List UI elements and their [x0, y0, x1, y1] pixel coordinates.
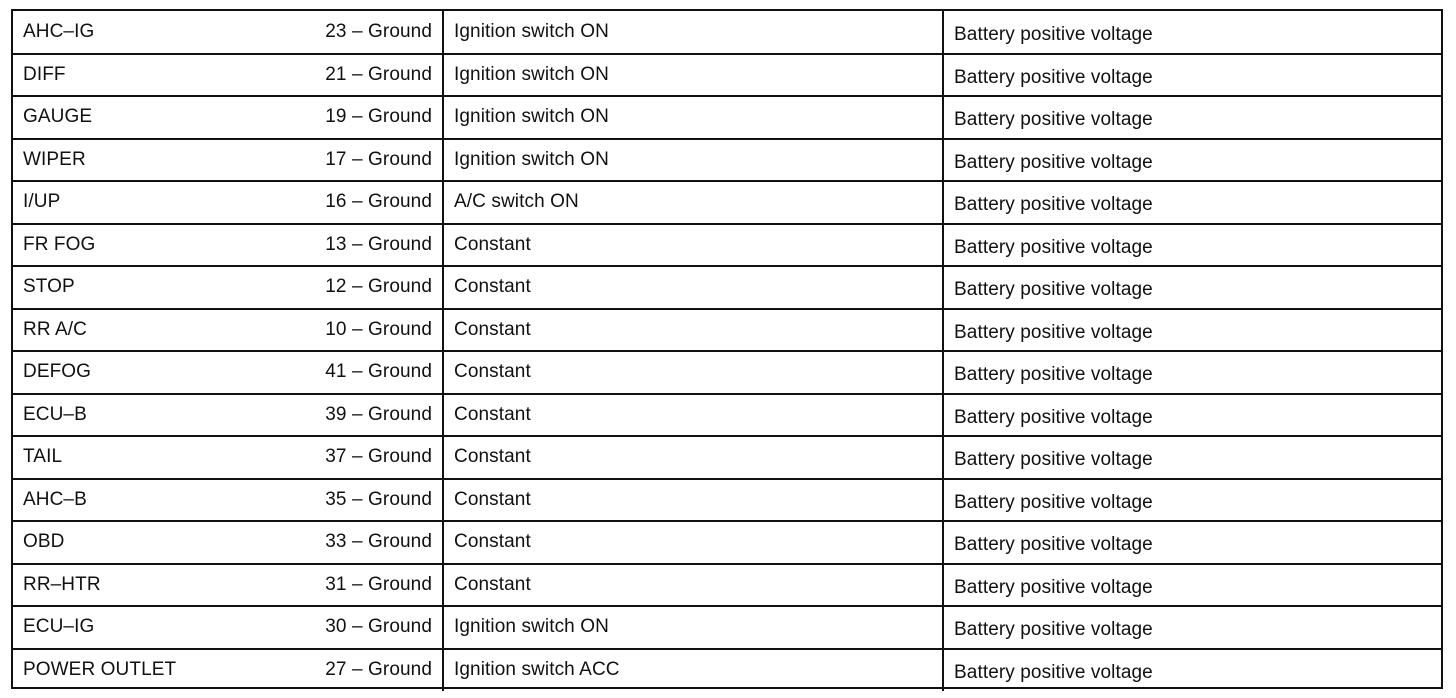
- table-row: [13, 436, 1441, 479]
- condition-cell: Ignition switch ACC: [443, 649, 943, 692]
- fuse-name-cell: AHC–IG: [13, 11, 293, 54]
- fuse-name-cell: TAIL: [13, 436, 293, 479]
- condition-cell: Ignition switch ON: [443, 54, 943, 97]
- condition-cell: Ignition switch ON: [443, 606, 943, 649]
- table-row: [13, 96, 1441, 139]
- condition-cell: Constant: [443, 479, 943, 522]
- voltage-spec-table: [11, 9, 1443, 689]
- condition-cell: Constant: [443, 309, 943, 352]
- fuse-name-cell: ECU–IG: [13, 606, 293, 649]
- specified-condition-cell: Battery positive voltage: [943, 96, 1441, 139]
- terminal-cell: 16 – Ground: [293, 181, 443, 224]
- fuse-name-cell: FR FOG: [13, 224, 293, 267]
- fuse-name-cell: STOP: [13, 266, 293, 309]
- condition-cell: Constant: [443, 436, 943, 479]
- table-row: [13, 181, 1441, 224]
- fuse-name-cell: POWER OUTLET: [23, 659, 177, 681]
- fuse-name-cell: AHC–B: [13, 479, 293, 522]
- condition-cell: Constant: [443, 266, 943, 309]
- terminal-cell: 39 – Ground: [293, 394, 443, 437]
- table-row: [13, 394, 1441, 437]
- fuse-name-cell: GAUGE: [13, 96, 293, 139]
- table-row: [13, 139, 1441, 182]
- condition-cell: Constant: [443, 351, 943, 394]
- table-row: [13, 564, 1441, 607]
- table-row: [13, 521, 1441, 564]
- fuse-name-cell: RR A/C: [13, 309, 293, 352]
- table-row: [13, 224, 1441, 267]
- specified-condition-cell: Battery positive voltage: [943, 394, 1441, 437]
- fuse-name-cell: OBD: [13, 521, 293, 564]
- specified-condition-cell: Battery positive voltage: [943, 351, 1441, 394]
- terminal-cell: 21 – Ground: [293, 54, 443, 97]
- specified-condition-cell: Battery positive voltage: [943, 139, 1441, 182]
- table-row: [13, 606, 1441, 649]
- table-row: [13, 11, 1441, 54]
- table-row: [13, 309, 1441, 352]
- terminal-cell: 10 – Ground: [293, 309, 443, 352]
- terminal-cell: 33 – Ground: [293, 521, 443, 564]
- specified-condition-cell: Battery positive voltage: [943, 436, 1441, 479]
- specified-condition-cell: Battery positive voltage: [943, 181, 1441, 224]
- table-body: [13, 11, 1441, 691]
- fuse-name-cell: DEFOG: [13, 351, 293, 394]
- condition-cell: Ignition switch ON: [443, 11, 943, 54]
- condition-cell: Constant: [443, 521, 943, 564]
- terminal-cell: 19 – Ground: [293, 96, 443, 139]
- table-row: [13, 54, 1441, 97]
- terminal-cell: 35 – Ground: [293, 479, 443, 522]
- fuse-name-cell: I/UP: [13, 181, 293, 224]
- table-row: [13, 266, 1441, 309]
- condition-cell: Constant: [443, 394, 943, 437]
- terminal-cell: 37 – Ground: [293, 436, 443, 479]
- table-row: [13, 479, 1441, 522]
- terminal-cell: 27 – Ground: [325, 659, 432, 681]
- specified-condition-cell: Battery positive voltage: [943, 564, 1441, 607]
- terminal-cell: 31 – Ground: [293, 564, 443, 607]
- terminal-cell: 12 – Ground: [293, 266, 443, 309]
- condition-cell: A/C switch ON: [443, 181, 943, 224]
- condition-cell: Constant: [443, 564, 943, 607]
- condition-cell: Ignition switch ON: [443, 139, 943, 182]
- fuse-name-cell: DIFF: [13, 54, 293, 97]
- fuse-name-cell: WIPER: [13, 139, 293, 182]
- specified-condition-cell: Battery positive voltage: [943, 479, 1441, 522]
- specified-condition-cell: Battery positive voltage: [943, 54, 1441, 97]
- fuse-name-cell: ECU–B: [13, 394, 293, 437]
- specified-condition-cell: Battery positive voltage: [943, 11, 1441, 54]
- terminal-cell: 17 – Ground: [293, 139, 443, 182]
- terminal-cell: 41 – Ground: [293, 351, 443, 394]
- terminal-cell: 30 – Ground: [293, 606, 443, 649]
- specified-condition-cell: Battery positive voltage: [943, 224, 1441, 267]
- condition-cell: Ignition switch ON: [443, 96, 943, 139]
- specified-condition-cell: Battery positive voltage: [943, 266, 1441, 309]
- table-row: [13, 649, 1441, 692]
- terminal-cell: 13 – Ground: [293, 224, 443, 267]
- terminal-cell: 23 – Ground: [293, 11, 443, 54]
- condition-cell: Constant: [443, 224, 943, 267]
- table-row: [13, 351, 1441, 394]
- specified-condition-cell: Battery positive voltage: [943, 649, 1441, 692]
- specified-condition-cell: Battery positive voltage: [943, 606, 1441, 649]
- fuse-name-cell: RR–HTR: [13, 564, 293, 607]
- specified-condition-cell: Battery positive voltage: [943, 521, 1441, 564]
- specified-condition-cell: Battery positive voltage: [943, 309, 1441, 352]
